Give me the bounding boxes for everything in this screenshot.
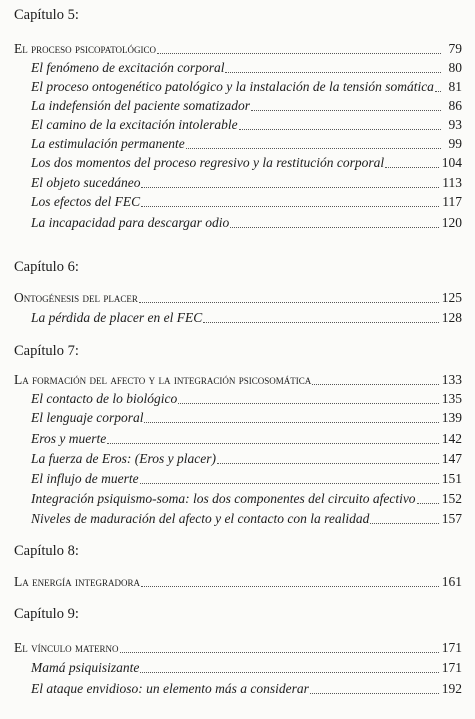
entry-page: 81 bbox=[448, 79, 462, 94]
dot-leader bbox=[312, 383, 439, 385]
toc-sub-entry[interactable] bbox=[31, 78, 462, 96]
dot-leader bbox=[186, 147, 441, 149]
toc-sub-entry[interactable] bbox=[31, 135, 462, 153]
entry-page: 133 bbox=[441, 372, 462, 387]
entry-title: El objeto sucedáneo bbox=[31, 175, 141, 190]
dot-leader bbox=[217, 462, 439, 464]
entry-title: El lenguaje corporal bbox=[31, 410, 144, 425]
entry-page: 161 bbox=[441, 574, 462, 589]
toc-main-entry[interactable] bbox=[14, 40, 462, 58]
dot-leader bbox=[120, 651, 439, 653]
entry-title: Eros y muerte bbox=[31, 431, 107, 446]
entry-page: 139 bbox=[441, 410, 462, 425]
entry-page: 151 bbox=[441, 471, 462, 486]
dot-leader bbox=[370, 522, 438, 524]
entry-title: El camino de la excitación intolerable bbox=[31, 117, 238, 132]
dot-leader bbox=[239, 128, 441, 130]
toc-main-entry[interactable] bbox=[14, 573, 462, 591]
entry-page: 86 bbox=[448, 98, 462, 113]
entry-page: 192 bbox=[441, 681, 462, 696]
toc-sub-entry[interactable] bbox=[31, 174, 462, 192]
chapter-heading: Capítulo 9: bbox=[14, 606, 79, 622]
entry-page: 120 bbox=[441, 215, 462, 230]
entry-page: 117 bbox=[442, 194, 462, 209]
entry-title: El contacto de lo biológico bbox=[31, 391, 178, 406]
chapter-heading: Capítulo 8: bbox=[14, 543, 79, 559]
entry-title: El ataque envidioso: un elemento más a considerar bbox=[31, 681, 309, 696]
entry-title: La formación del afecto y la integración psicosomática bbox=[14, 372, 312, 387]
toc-sub-entry[interactable] bbox=[31, 154, 462, 172]
entry-page: 125 bbox=[441, 290, 462, 305]
dot-leader bbox=[141, 205, 439, 207]
dot-leader bbox=[417, 502, 439, 504]
dot-leader bbox=[157, 52, 441, 54]
toc-sub-entry[interactable] bbox=[31, 309, 462, 327]
entry-title: Mamá psiquisizante bbox=[31, 660, 140, 675]
entry-title: Los dos momentos del proceso regresivo y la restitución corporal bbox=[31, 155, 385, 170]
entry-title: El fenómeno de excitación corporal bbox=[31, 60, 225, 75]
entry-page: 135 bbox=[441, 391, 462, 406]
entry-title: Integración psiquismo-soma: los dos componentes del circuito afectivo bbox=[31, 491, 416, 506]
dot-leader bbox=[178, 402, 439, 404]
toc-sub-entry[interactable] bbox=[31, 450, 462, 468]
toc-main-entry[interactable] bbox=[14, 639, 462, 657]
toc-sub-entry[interactable] bbox=[31, 390, 462, 408]
dot-leader bbox=[107, 442, 439, 444]
dot-leader bbox=[435, 90, 441, 92]
dot-leader bbox=[141, 585, 439, 587]
dot-leader bbox=[203, 321, 439, 323]
entry-page: 128 bbox=[441, 310, 462, 325]
toc-sub-entry[interactable] bbox=[31, 680, 462, 698]
dot-leader bbox=[140, 482, 439, 484]
toc-sub-entry[interactable] bbox=[31, 59, 462, 77]
entry-title: El influjo de muerte bbox=[31, 471, 139, 486]
toc-sub-entry[interactable] bbox=[31, 409, 462, 427]
dot-leader bbox=[310, 692, 439, 694]
dot-leader bbox=[144, 421, 438, 423]
toc-sub-entry[interactable] bbox=[31, 97, 462, 115]
toc-sub-entry[interactable] bbox=[31, 430, 462, 448]
entry-title: La incapacidad para descargar odio bbox=[31, 215, 230, 230]
entry-page: 104 bbox=[441, 155, 462, 170]
entry-title: Niveles de maduración del afecto y el contacto con la realidad bbox=[31, 511, 370, 526]
entry-title: Los efectos del FEC bbox=[31, 194, 141, 209]
dot-leader bbox=[139, 301, 439, 303]
entry-title: El proceso psicopatológico bbox=[14, 41, 157, 56]
entry-title: La indefensión del paciente somatizador bbox=[31, 98, 250, 113]
entry-title: La pérdida de placer en el FEC bbox=[31, 310, 203, 325]
entry-title: El vínculo materno bbox=[14, 640, 119, 655]
entry-page: 171 bbox=[441, 660, 462, 675]
toc-main-entry[interactable] bbox=[14, 371, 462, 389]
toc-sub-entry[interactable] bbox=[31, 510, 462, 528]
dot-leader bbox=[225, 71, 441, 73]
entry-page: 93 bbox=[448, 117, 462, 132]
entry-page: 171 bbox=[441, 640, 462, 655]
toc-main-entry[interactable] bbox=[14, 289, 462, 307]
dot-leader bbox=[230, 226, 439, 228]
entry-page: 152 bbox=[441, 491, 462, 506]
toc-sub-entry[interactable] bbox=[31, 214, 462, 232]
toc-sub-entry[interactable] bbox=[31, 659, 462, 677]
entry-page: 79 bbox=[448, 41, 462, 56]
entry-page: 157 bbox=[441, 511, 462, 526]
dot-leader bbox=[385, 166, 439, 168]
toc-sub-entry[interactable] bbox=[31, 490, 462, 508]
dot-leader bbox=[140, 671, 438, 673]
toc-sub-entry[interactable] bbox=[31, 116, 462, 134]
entry-page: 99 bbox=[448, 136, 462, 151]
entry-page: 80 bbox=[448, 60, 462, 75]
entry-title: Ontogénesis del placer bbox=[14, 290, 138, 305]
chapter-heading: Capítulo 7: bbox=[14, 343, 79, 359]
entry-page: 147 bbox=[441, 451, 462, 466]
entry-page: 113 bbox=[442, 175, 462, 190]
entry-title: La fuerza de Eros: (Eros y placer) bbox=[31, 451, 216, 466]
entry-title: El proceso ontogenético patológico y la instalación de la tensión somática bbox=[31, 79, 434, 94]
toc-sub-entry[interactable] bbox=[31, 193, 462, 211]
entry-title: La estimulación permanente bbox=[31, 136, 185, 151]
toc-sub-entry[interactable] bbox=[31, 470, 462, 488]
chapter-heading: Capítulo 6: bbox=[14, 259, 79, 275]
dot-leader bbox=[251, 109, 441, 111]
entry-title: La energía integradora bbox=[14, 574, 140, 589]
chapter-heading: Capítulo 5: bbox=[14, 7, 79, 23]
dot-leader bbox=[141, 186, 439, 188]
entry-page: 142 bbox=[441, 431, 462, 446]
